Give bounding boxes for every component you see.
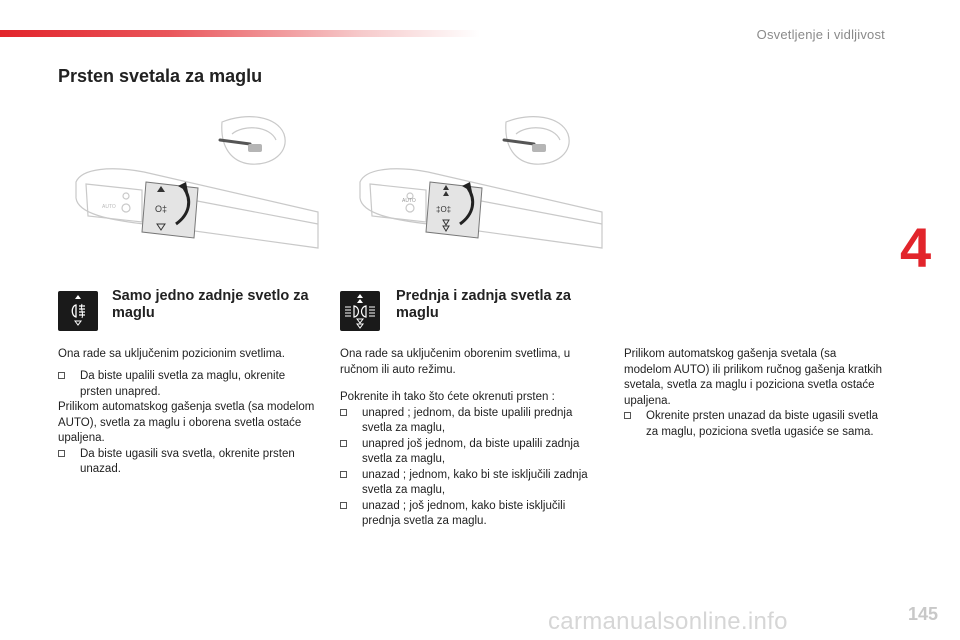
auto-note-text: Prilikom automatskog gašenja svetala (sa modelom AUTO) ili prilikom ručnog gašenja kratkih svetala, svetla za maglu i poziciona svetla ostaće upaljena. [624, 348, 882, 407]
bullet-icon [340, 440, 347, 447]
list-item-text: Da biste ugasili sva svetla, okrenite prsten unazad. [80, 447, 295, 475]
svg-text:AUTO: AUTO [102, 204, 116, 210]
chapter-number: 4 [900, 216, 932, 279]
bullet-icon [58, 450, 65, 457]
lighting-stalk-illustration-front-rear-fog [356, 112, 604, 252]
list-item-text: unazad ; jednom, kako bi ste isključili zadnja svetla za maglu, [362, 468, 588, 496]
list-item [624, 409, 886, 440]
list-item-text: unapred ; jednom, da biste upalili prednja svetla za maglu, [362, 406, 573, 434]
rear-fog-instructions [58, 369, 320, 478]
list-item: Prilikom automatskog gašenja svetla (sa modelom AUTO), svetla za maglu i oborena svetla ostaće upaljena. [58, 401, 315, 444]
list-item [340, 406, 602, 437]
watermark: carmanualsonline.info [548, 608, 788, 635]
svg-text:‡O‡: ‡O‡ [436, 205, 452, 214]
list-item-text: Okrenite prsten unazad da biste ugasili svetla za maglu, poziciona svetla ugasiće se sama. [646, 410, 879, 438]
bullet-icon [340, 471, 347, 478]
rear-fog-light-icon [58, 291, 98, 331]
section-name: Osvetljenje i vidljivost [756, 27, 885, 42]
list-item-text: unapred još jednom, da biste upalili zadnja svetla za maglu, [362, 437, 580, 465]
front-rear-fog-intro: Ona rade sa uključenim oborenim svetlima, u ručnom ili auto režimu. [340, 348, 571, 376]
page-number: 145 [907, 604, 938, 624]
svg-text:AUTO: AUTO [402, 198, 416, 204]
front-and-rear-fog-light-icon [340, 291, 380, 331]
list-item [58, 447, 320, 478]
list-item [58, 369, 320, 400]
lighting-stalk-illustration-rear-fog [72, 112, 320, 252]
list-item [340, 468, 602, 499]
bullet-icon [58, 372, 65, 379]
svg-text:O‡: O‡ [155, 204, 168, 214]
front-rear-fog-instructions [340, 390, 602, 530]
bullet-icon [624, 412, 631, 419]
list-item-text: unazad ; još jednom, kako biste isključili prednja svetla za maglu. [362, 499, 566, 527]
mode-heading-rear-fog: Samo jedno zadnje svetlo za maglu [112, 288, 309, 321]
rear-fog-intro: Ona rade sa uključenim pozicionim svetlima. [58, 348, 285, 360]
instruction-lead: Pokrenite ih tako što ćete okrenuti prsten : [340, 391, 555, 403]
list-item [340, 499, 602, 530]
list-item [340, 437, 602, 468]
auto-switch-off-note [624, 347, 886, 440]
page-title: Prsten svetala za maglu [58, 66, 263, 86]
bullet-icon [340, 502, 347, 509]
mode-heading-front-rear-fog: Prednja i zadnja svetla za maglu [396, 288, 571, 321]
list-item-text: Da biste upalili svetla za maglu, okrenite prsten unapred. [80, 370, 286, 398]
bullet-icon [340, 409, 347, 416]
header-accent-bar [0, 30, 480, 37]
